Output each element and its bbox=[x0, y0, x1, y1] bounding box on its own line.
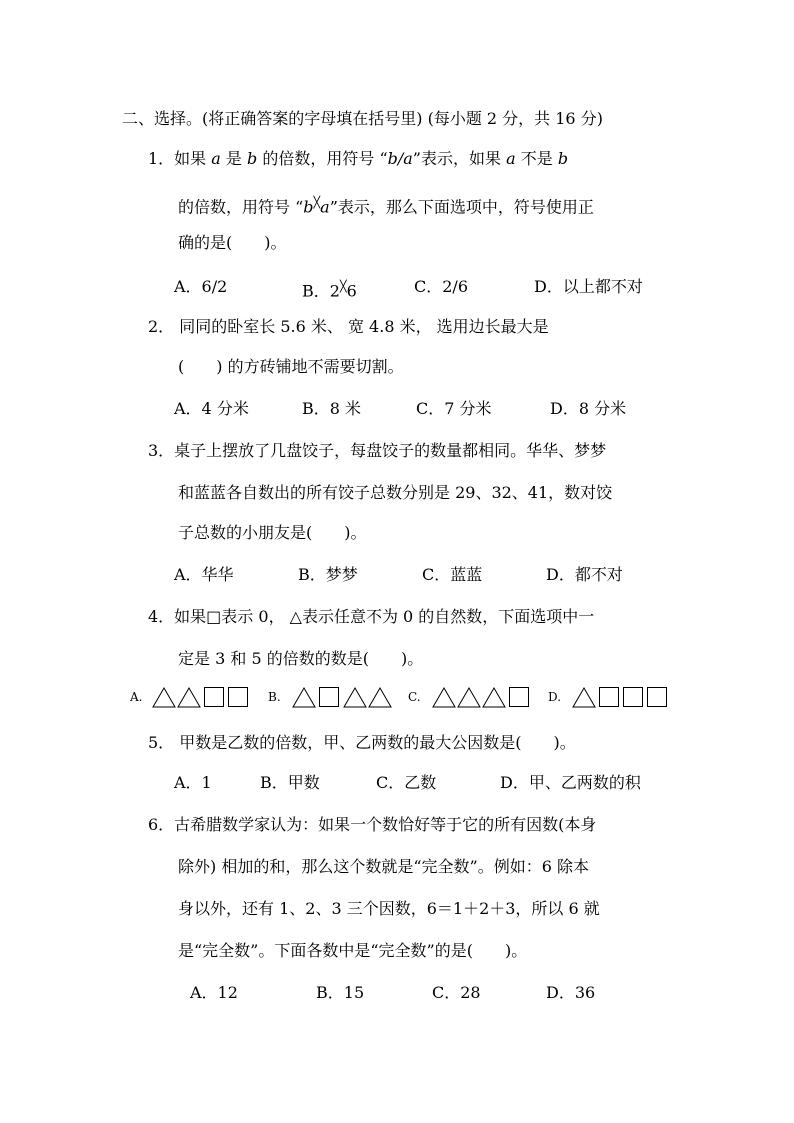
q2-option-d[interactable]: D．8 分米 bbox=[550, 399, 627, 418]
square-icon bbox=[623, 687, 643, 707]
q4-option-b-label[interactable]: B. bbox=[268, 690, 281, 704]
q1-text: 1．如果 bbox=[148, 149, 212, 168]
q1-var-b: b bbox=[557, 149, 569, 168]
q1-text: ”表示，那么下面选项中，符号使用正 bbox=[329, 197, 594, 217]
q1-var-b: b bbox=[247, 149, 258, 168]
q1-line-3: 确的是( )。 bbox=[178, 233, 287, 252]
q6-option-d[interactable]: D．36 bbox=[546, 983, 596, 1002]
triangle-icon bbox=[457, 687, 481, 708]
q1-symbol-b: b bbox=[303, 197, 314, 217]
q1-line-1 bbox=[148, 148, 568, 170]
section-title: 二、选择。(将正确答案的字母填在括号里) (每小题 2 分，共 16 分) bbox=[122, 109, 603, 128]
q6-option-c[interactable]: C．28 bbox=[432, 983, 481, 1002]
square-icon bbox=[647, 687, 667, 707]
triangle-icon bbox=[432, 687, 456, 708]
q1-text: 不是 bbox=[515, 149, 558, 168]
square-icon bbox=[228, 687, 248, 707]
q1-text: 的倍数，用符号 “ bbox=[257, 149, 388, 168]
q5-option-a[interactable]: A．1 bbox=[174, 773, 212, 792]
q4-option-c-label[interactable]: C. bbox=[408, 690, 421, 704]
q3-line-2: 和蓝蓝各自数出的所有饺子总数分别是 29、32、41，数对饺 bbox=[178, 483, 613, 502]
q3-line-1: 3．桌子上摆放了几盘饺子，每盘饺子的数量都相同。华华、梦梦 bbox=[148, 441, 607, 460]
q1-option-c[interactable]: C．2/6 bbox=[414, 277, 468, 296]
q1-option-d[interactable]: D．以上都不对 bbox=[534, 277, 643, 296]
q3-option-d[interactable]: D．都不对 bbox=[546, 565, 623, 584]
q1-text: ”表示，如果 bbox=[412, 149, 507, 168]
triangle-icon bbox=[572, 687, 596, 708]
q1-option-b[interactable] bbox=[302, 276, 357, 302]
q5-option-c[interactable]: C．乙数 bbox=[376, 773, 437, 792]
q4-option-a-label[interactable]: A. bbox=[130, 690, 143, 704]
q6-line-1: 6．古希腊数学家认为：如果一个数恰好等于它的所有因数(本身 bbox=[148, 815, 597, 834]
q5-option-d[interactable]: D．甲、乙两数的积 bbox=[500, 773, 641, 792]
square-icon bbox=[319, 687, 339, 707]
triangle-icon bbox=[177, 687, 201, 708]
q1-option-a[interactable]: A．6/2 bbox=[174, 277, 228, 296]
q5-line-1: 5． 甲数是乙数的倍数，甲、乙两数的最大公因数是( )。 bbox=[148, 733, 576, 752]
square-icon bbox=[599, 687, 619, 707]
triangle-icon bbox=[292, 687, 316, 708]
q4-option-d-label[interactable]: D. bbox=[548, 690, 562, 704]
q4-line-1: 4．如果□表示 0， △表示任意不为 0 的自然数，下面选项中一 bbox=[148, 607, 595, 626]
q6-line-2: 除外) 相加的和，那么这个数就是“完全数”。例如：6 除本 bbox=[178, 857, 589, 876]
q3-option-b[interactable]: B．梦梦 bbox=[298, 565, 358, 584]
q1-symbol-a: a bbox=[320, 197, 330, 217]
q2-option-b[interactable]: B．8 米 bbox=[302, 399, 362, 418]
q1-not-divisible-mark: ╳ bbox=[313, 196, 321, 209]
q2-line-2: ( ) 的方砖铺地不需要切割。 bbox=[178, 357, 404, 376]
triangle-icon bbox=[152, 687, 176, 708]
square-icon bbox=[509, 687, 529, 707]
q1-option-b-label: B．2 bbox=[302, 281, 340, 301]
q1-var-a: a bbox=[506, 149, 516, 168]
q1-symbol-ba: b/a bbox=[387, 149, 413, 168]
q3-option-a[interactable]: A．华华 bbox=[174, 565, 234, 584]
triangle-icon bbox=[482, 687, 506, 708]
triangle-icon bbox=[343, 687, 367, 708]
q4-line-2: 定是 3 和 5 的倍数的数是( )。 bbox=[178, 649, 424, 668]
q1-text: 是 bbox=[220, 149, 248, 168]
q6-option-b[interactable]: B．15 bbox=[316, 983, 365, 1002]
q6-line-3: 身以外，还有 1、2、3 三个因数，6＝1＋2＋3，所以 6 就 bbox=[178, 899, 600, 918]
q2-option-a[interactable]: A．4 分米 bbox=[174, 399, 249, 418]
triangle-icon bbox=[368, 687, 392, 708]
q5-option-b[interactable]: B．甲数 bbox=[260, 773, 320, 792]
q3-line-3: 子总数的小朋友是( )。 bbox=[178, 523, 367, 542]
q2-option-c[interactable]: C．7 分米 bbox=[416, 399, 492, 418]
q1-option-b-mark: ╳ bbox=[339, 280, 347, 293]
q1-option-b-tail: 6 bbox=[346, 281, 357, 301]
q3-option-c[interactable]: C．蓝蓝 bbox=[422, 565, 483, 584]
q1-text: 的倍数，用符号 “ bbox=[178, 197, 304, 217]
q1-var-a: a bbox=[211, 149, 221, 168]
q4-options bbox=[0, 686, 794, 710]
square-icon bbox=[204, 687, 224, 707]
q6-line-4: 是“完全数”。下面各数中是“完全数”的是( )。 bbox=[178, 941, 528, 960]
q6-option-a[interactable]: A．12 bbox=[190, 983, 238, 1002]
q1-line-2 bbox=[178, 192, 594, 218]
q2-line-1: 2． 同同的卧室长 5.6 米、 宽 4.8 米， 选用边长最大是 bbox=[148, 317, 549, 336]
